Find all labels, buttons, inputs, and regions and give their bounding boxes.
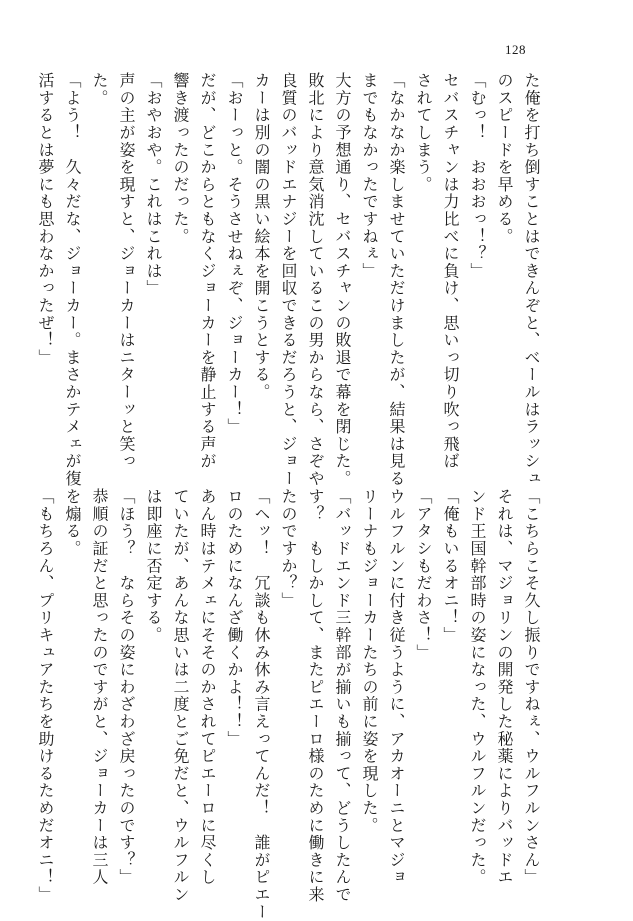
text-line: 「もちろん、プリキュアたちを助けるためだオニ！」 — [36, 488, 55, 904]
text-line: 「ほう？ ならその姿にわざわざ戻ったのです？」 — [117, 488, 136, 886]
text-line: 「バッドエンド三幹部が揃いも揃って、どうしたんで — [333, 488, 352, 904]
text-line: 声の主が姿を現すと、ジョーカーはニターッと笑っ — [117, 72, 136, 470]
text-line: は即座に否定する。 — [144, 488, 163, 644]
text-line: 恭順の証だと思ったのですがと、ジョーカーは三人 — [90, 488, 109, 886]
text-line: 「むっ！ おおおっ！？」 — [468, 72, 487, 280]
text-line: 「アタシもだわさ！」 — [414, 488, 433, 661]
text-line: までもなかったですねぇ」 — [360, 72, 379, 280]
text-line: それは、マジョリンの開発した秘薬によりバッドエ — [495, 488, 514, 886]
text-line: ンド王国幹部時の姿になった、ウルフルンだった。 — [468, 488, 487, 886]
text-line: 敗北により意気消沈しているこの男からなら、さぞや — [306, 72, 325, 488]
upper-text-block — [32, 72, 545, 488]
text-line: 響き渡ったのだった。 — [171, 72, 190, 245]
text-line: 「こちらこそ久し振りですねぇ、ウルフルンさん」 — [522, 488, 541, 886]
text-line: を煽る。 — [63, 488, 82, 558]
text-line: 良質のバッドエナジーを回収できるだろうと、ジョー — [279, 72, 298, 488]
text-line: だが、どこからともなくジョーカーを静止する声が — [198, 72, 217, 470]
text-line: 「俺もいるオニ！」 — [441, 488, 460, 644]
text-line: リーナもジョーカーたちの前に姿を現した。 — [360, 488, 379, 834]
text-line: のスピードを早める。 — [495, 72, 514, 245]
text-line: セバスチャンは力比べに負け、思いっ切り吹っ飛ば — [441, 72, 460, 470]
text-line: されてしまう。 — [414, 72, 433, 194]
text-line: す？ もしかして、またピエーロ様のために働きに来 — [306, 488, 325, 904]
text-line: 「おーっと。そうさせねぇぞ、ジョーカー！」 — [225, 72, 244, 436]
text-line: 「よう！ 久々だな、ジョーカー。まさかテメェが復 — [63, 72, 82, 488]
text-line: あん時はテメェにそそのかされてピエーロに尽くし — [198, 488, 217, 886]
text-line: 活するとは夢にも思わなかったぜ！」 — [36, 72, 55, 367]
text-line: た。 — [90, 72, 109, 107]
lower-text-block — [32, 488, 545, 921]
text-line: 大方の予想通り、セバスチャンの敗退で幕を閉じた。 — [333, 72, 352, 488]
text-line: た俺を打ち倒すことはできんぞと、ベールはラッシュ — [522, 72, 541, 488]
text-line: ウルフルンに付き従うように、アカオーニとマジョ — [387, 488, 406, 886]
text-line: 「なかなか楽しませていただけましたが、結果は見る — [387, 72, 406, 488]
text-line: 「おやおや。これはこれは」 — [144, 72, 163, 297]
text-line: ロのためになんざ働くかよ！！」 — [225, 488, 244, 748]
page-number: 128 — [505, 42, 526, 57]
text-line: カーは別の闇の黒い絵本を開こうとする。 — [252, 72, 271, 401]
text-line: ていたが、あんな思いは二度とご免だと、ウルフルン — [171, 488, 190, 904]
text-line: たのですか？」 — [279, 488, 298, 610]
text-line: 「ヘッ！ 冗談も休み休み言えってんだ！ 誰がピエー — [252, 488, 271, 921]
